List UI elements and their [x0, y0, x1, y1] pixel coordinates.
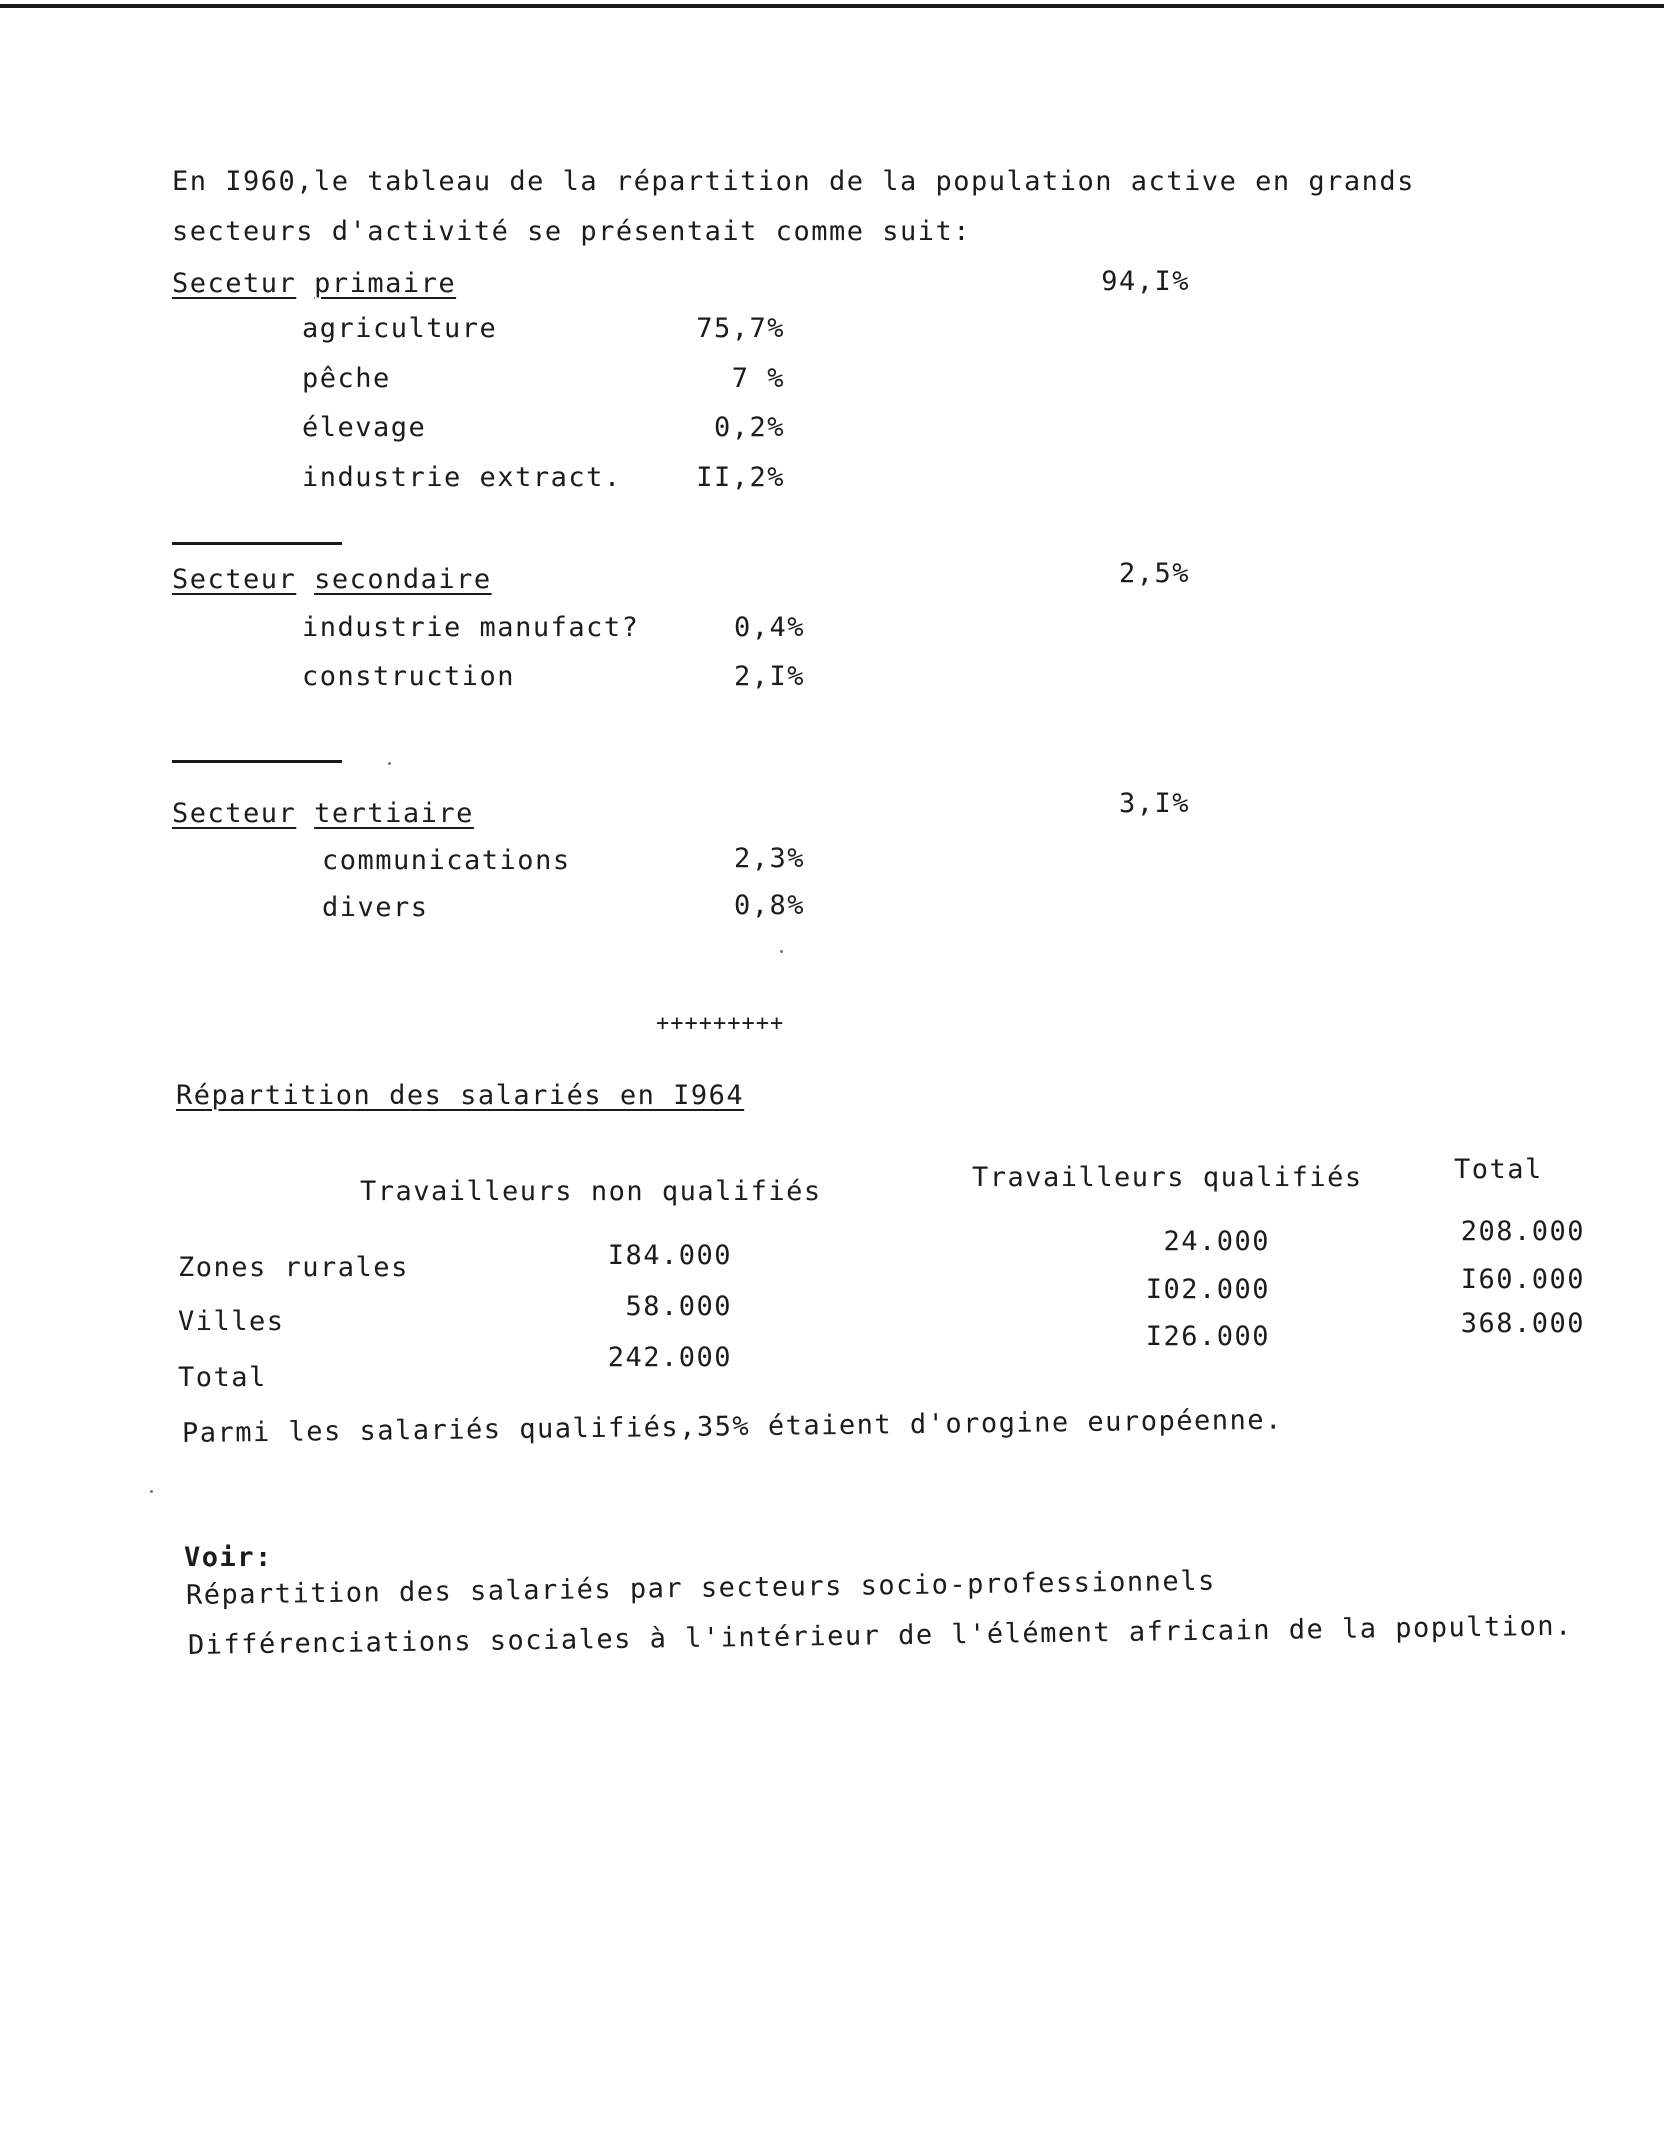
header-total: Total — [1454, 1154, 1543, 1185]
primaire-total: 94,I% — [1101, 266, 1190, 297]
row-label: Zones rurales — [178, 1252, 409, 1283]
cell-non-qualifies: 242.000 — [607, 1342, 732, 1373]
tertiaire-item-value: 0,8% — [733, 890, 805, 921]
cell-non-qualifies: 58.000 — [625, 1291, 732, 1322]
row-label: Total — [178, 1362, 267, 1393]
cell-total: 208.000 — [1460, 1216, 1585, 1247]
primaire-item-value: 75,7% — [696, 313, 785, 344]
header-qualifies: Travailleurs qualifiés — [972, 1162, 1363, 1193]
scan-speck — [150, 1490, 153, 1493]
secondaire-heading — [172, 564, 492, 596]
tertiaire-item-label: divers — [322, 892, 429, 923]
secondaire-heading-word1: Secteur — [172, 564, 297, 595]
scan-speck — [780, 950, 783, 953]
primaire-item-value: 0,2% — [713, 412, 785, 443]
row-label: Villes — [178, 1306, 285, 1337]
secondaire-item-value: 0,4% — [733, 612, 805, 643]
primaire-heading-word2: primaire — [314, 268, 457, 299]
salaries-title: Répartition des salariés en I964 — [176, 1080, 745, 1111]
primaire-item-label: agriculture — [302, 313, 498, 344]
cell-non-qualifies: I84.000 — [607, 1240, 732, 1271]
cell-qualifies: I02.000 — [1145, 1274, 1270, 1305]
primaire-heading-word1: Secetur — [172, 268, 297, 299]
tertiaire-heading-word1: Secteur — [172, 798, 297, 829]
primaire-item-label: élevage — [302, 412, 427, 443]
tertiaire-item-label: communications — [322, 845, 571, 876]
primaire-item-value: II,2% — [696, 462, 785, 493]
header-non-qualifies: Travailleurs non qualifiés — [360, 1176, 822, 1207]
separator-crosses: +++++++++ — [656, 1011, 785, 1036]
voir-line-2: Différenciations sociales à l'intérieur de l'élément africain de la popultion. — [187, 1610, 1573, 1661]
secondaire-total: 2,5% — [1118, 558, 1190, 589]
cell-total: 368.000 — [1460, 1308, 1585, 1339]
tertiaire-total: 3,I% — [1118, 788, 1190, 819]
intro-line-1: En I960,le tableau de la répartition de la population active en grands — [172, 166, 1415, 197]
tertiaire-heading-word2: tertiaire — [314, 798, 474, 829]
secondaire-item-label: construction — [302, 661, 516, 692]
voir-line-1: Répartition des salariés par secteurs socio-professionnels — [185, 1565, 1216, 1611]
primaire-item-value: 7 % — [731, 363, 785, 394]
section-divider — [172, 760, 342, 763]
primaire-heading — [172, 268, 456, 300]
tertiaire-item-value: 2,3% — [733, 843, 805, 874]
secondaire-heading-word2: secondaire — [314, 564, 492, 595]
primaire-item-label: industrie extract. — [302, 462, 622, 493]
section-divider — [172, 542, 342, 545]
top-border — [0, 4, 1664, 8]
cell-qualifies: 24.000 — [1163, 1226, 1270, 1257]
scan-speck — [388, 762, 391, 765]
salaries-note: Parmi les salariés qualifiés,35% étaient d'orogine européenne. — [181, 1404, 1283, 1449]
intro-line-2: secteurs d'activité se présentait comme suit: — [172, 216, 971, 247]
cell-qualifies: I26.000 — [1145, 1321, 1270, 1352]
tertiaire-heading — [172, 798, 474, 830]
secondaire-item-label: industrie manufact? — [302, 612, 640, 643]
secondaire-item-value: 2,I% — [733, 661, 805, 692]
cell-total: I60.000 — [1460, 1264, 1585, 1295]
voir-heading: Voir: — [184, 1542, 273, 1573]
primaire-item-label: pêche — [302, 363, 391, 394]
